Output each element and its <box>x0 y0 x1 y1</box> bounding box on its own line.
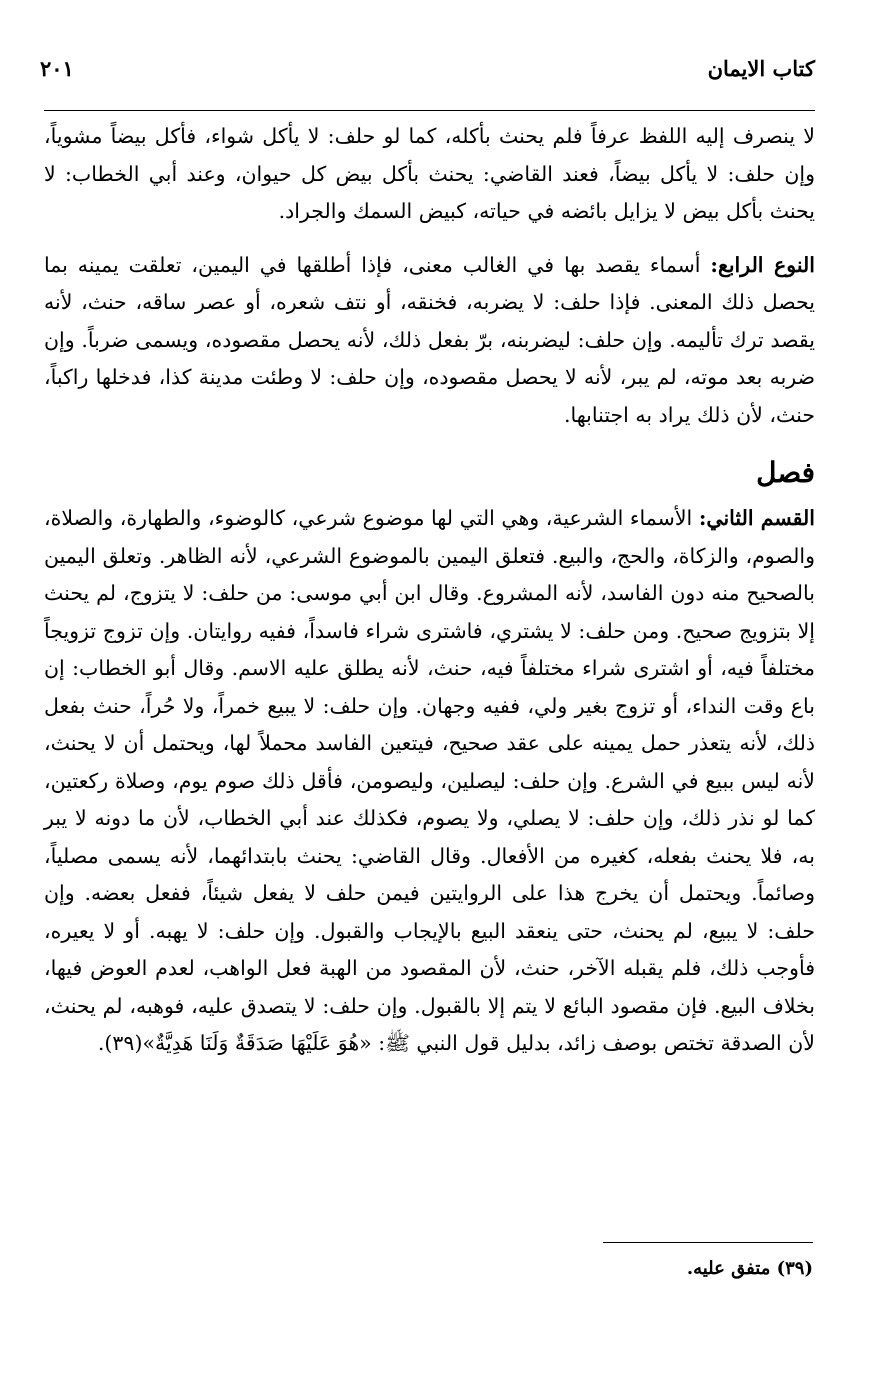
paragraph <box>44 247 815 435</box>
header-rule <box>44 110 815 111</box>
running-header <box>40 56 815 90</box>
paragraph-text: الأسماء الشرعية، وهي التي لها موضوع شرعي، كالوضوء، والطهارة، والصلاة، والصوم، والزكاة، والحج، والبيع. فتعلق اليمين بالموضوع الشرعي، لأنه الظاهر. وتعلق اليمين بالصحيح منه دون الفاسد، لأنه المشروع. وقال ابن أبي موسى: من حلف: لا يتزوج، لم يحنث إلا بتزويج صحيح. ومن حلف: لا يشتري، فاشترى شراء فاسداً، ففيه روايتان. وإن تزوج تزويجاً مختلفاً فيه، أو اشترى شراء مختلفاً فيه، حنث، لأنه يطلق عليه الاسم. وقال أبو الخطاب: إن باع وقت النداء، أو تزوج بغير ولي، ففيه وجهان. وإن حلف: لا يبيع خمراً، ولا حُراً، حنث بفعل ذلك، لأنه يتعذر حمل يمينه على عقد صحيح، فيتعين الفاسد محملاً لها، ويحتمل أن لا يحنث، لأنه ليس ببيع في الشرع. وإن حلف: ليصلين، وليصومن، فأقل ذلك صوم يوم، وصلاة ركعتين، كما لو نذر ذلك، وإن حلف: لا يصلي، ولا يصوم، فكذلك عند أبي الخطاب، لأن ما دونه لا يبر به، فلا يحنث بفعله، كغيره من الأفعال. وقال القاضي: يحنث بابتدائهما، لأنه يسمى مصلياً، وصائماً. ويحتمل أن يخرج هذا على الروايتين فيمن حلف لا يفعل شيئاً، ففعل بعضه. وإن حلف: لا يبيع، لم يحنث، حتى ينعقد البيع بالإيجاب والقبول. وإن حلف: لا يهبه. أو لا يعيره، فأوجب ذلك، فلم يقبله الآخر، حنث، لأن المقصود من الهبة فعل الواهب، لعدم العوض فيها، بخلاف البيع. فإن مقصود البائع لا يتم إلا بالقبول. وإن حلف: لا يتصدق عليه، فوهبه، لم يحنث، لأن الصدقة تختص بوصف زائد، بدليل قول النبي ﷺ: «هُوَ عَلَيْهَا صَدَقَةٌ وَلَنَا هَدِيَّةٌ» <box>44 506 815 1055</box>
footnote-reference: (٣٩). <box>97 1031 143 1055</box>
page-number: ٢٠١ <box>40 56 74 81</box>
paragraph-lead: النوع الرابع: <box>710 252 816 277</box>
paragraph-lead: القسم الثاني: <box>698 506 815 530</box>
section-heading: فصل <box>756 456 815 489</box>
header-title: كتاب الايمان <box>707 56 815 81</box>
paragraph: لا ينصرف إليه اللفظ عرفاً فلم يحنث بأكله، كما لو حلف: لا يأكل شواء، فأكل بيضاً مشوياً، وإن حلف: لا يأكل بيضاً، فعند القاضي: يحنث بأكل بيض كل حيوان، وعند أبي الخطاب: لا يحنث بأكل بيض لا يزايل بائضه في حياته، كبيض السمك والجراد. <box>44 124 815 223</box>
body-text <box>44 118 815 1063</box>
paragraph <box>44 500 815 1063</box>
paragraph-text: أسماء يقصد بها في الغالب معنى، فإذا أطلقها في اليمين، تعلقت يمينه بما يحصل ذلك المعنى. فإذا حلف: لا يضربه، فخنقه، أو نتف شعره، أو عصر ساقه، حنث، لأنه يقصد ترك تأليمه. وإن حلف: ليضربنه، برّ بفعل ذلك، لأنه يحصل مقصوده، ويسمى ضرباً. وإن ضربه بعد موته، لم يبر، لأنه لا يحصل مقصوده، وإن حلف: لا وطئت مدينة كذا، فدخلها راكباً، حنث، لأن ذلك يراد به اجتنابها. <box>44 252 815 427</box>
footnote-rule <box>603 1242 813 1243</box>
footnote: (٣٩) متفق عليه. <box>686 1258 813 1279</box>
